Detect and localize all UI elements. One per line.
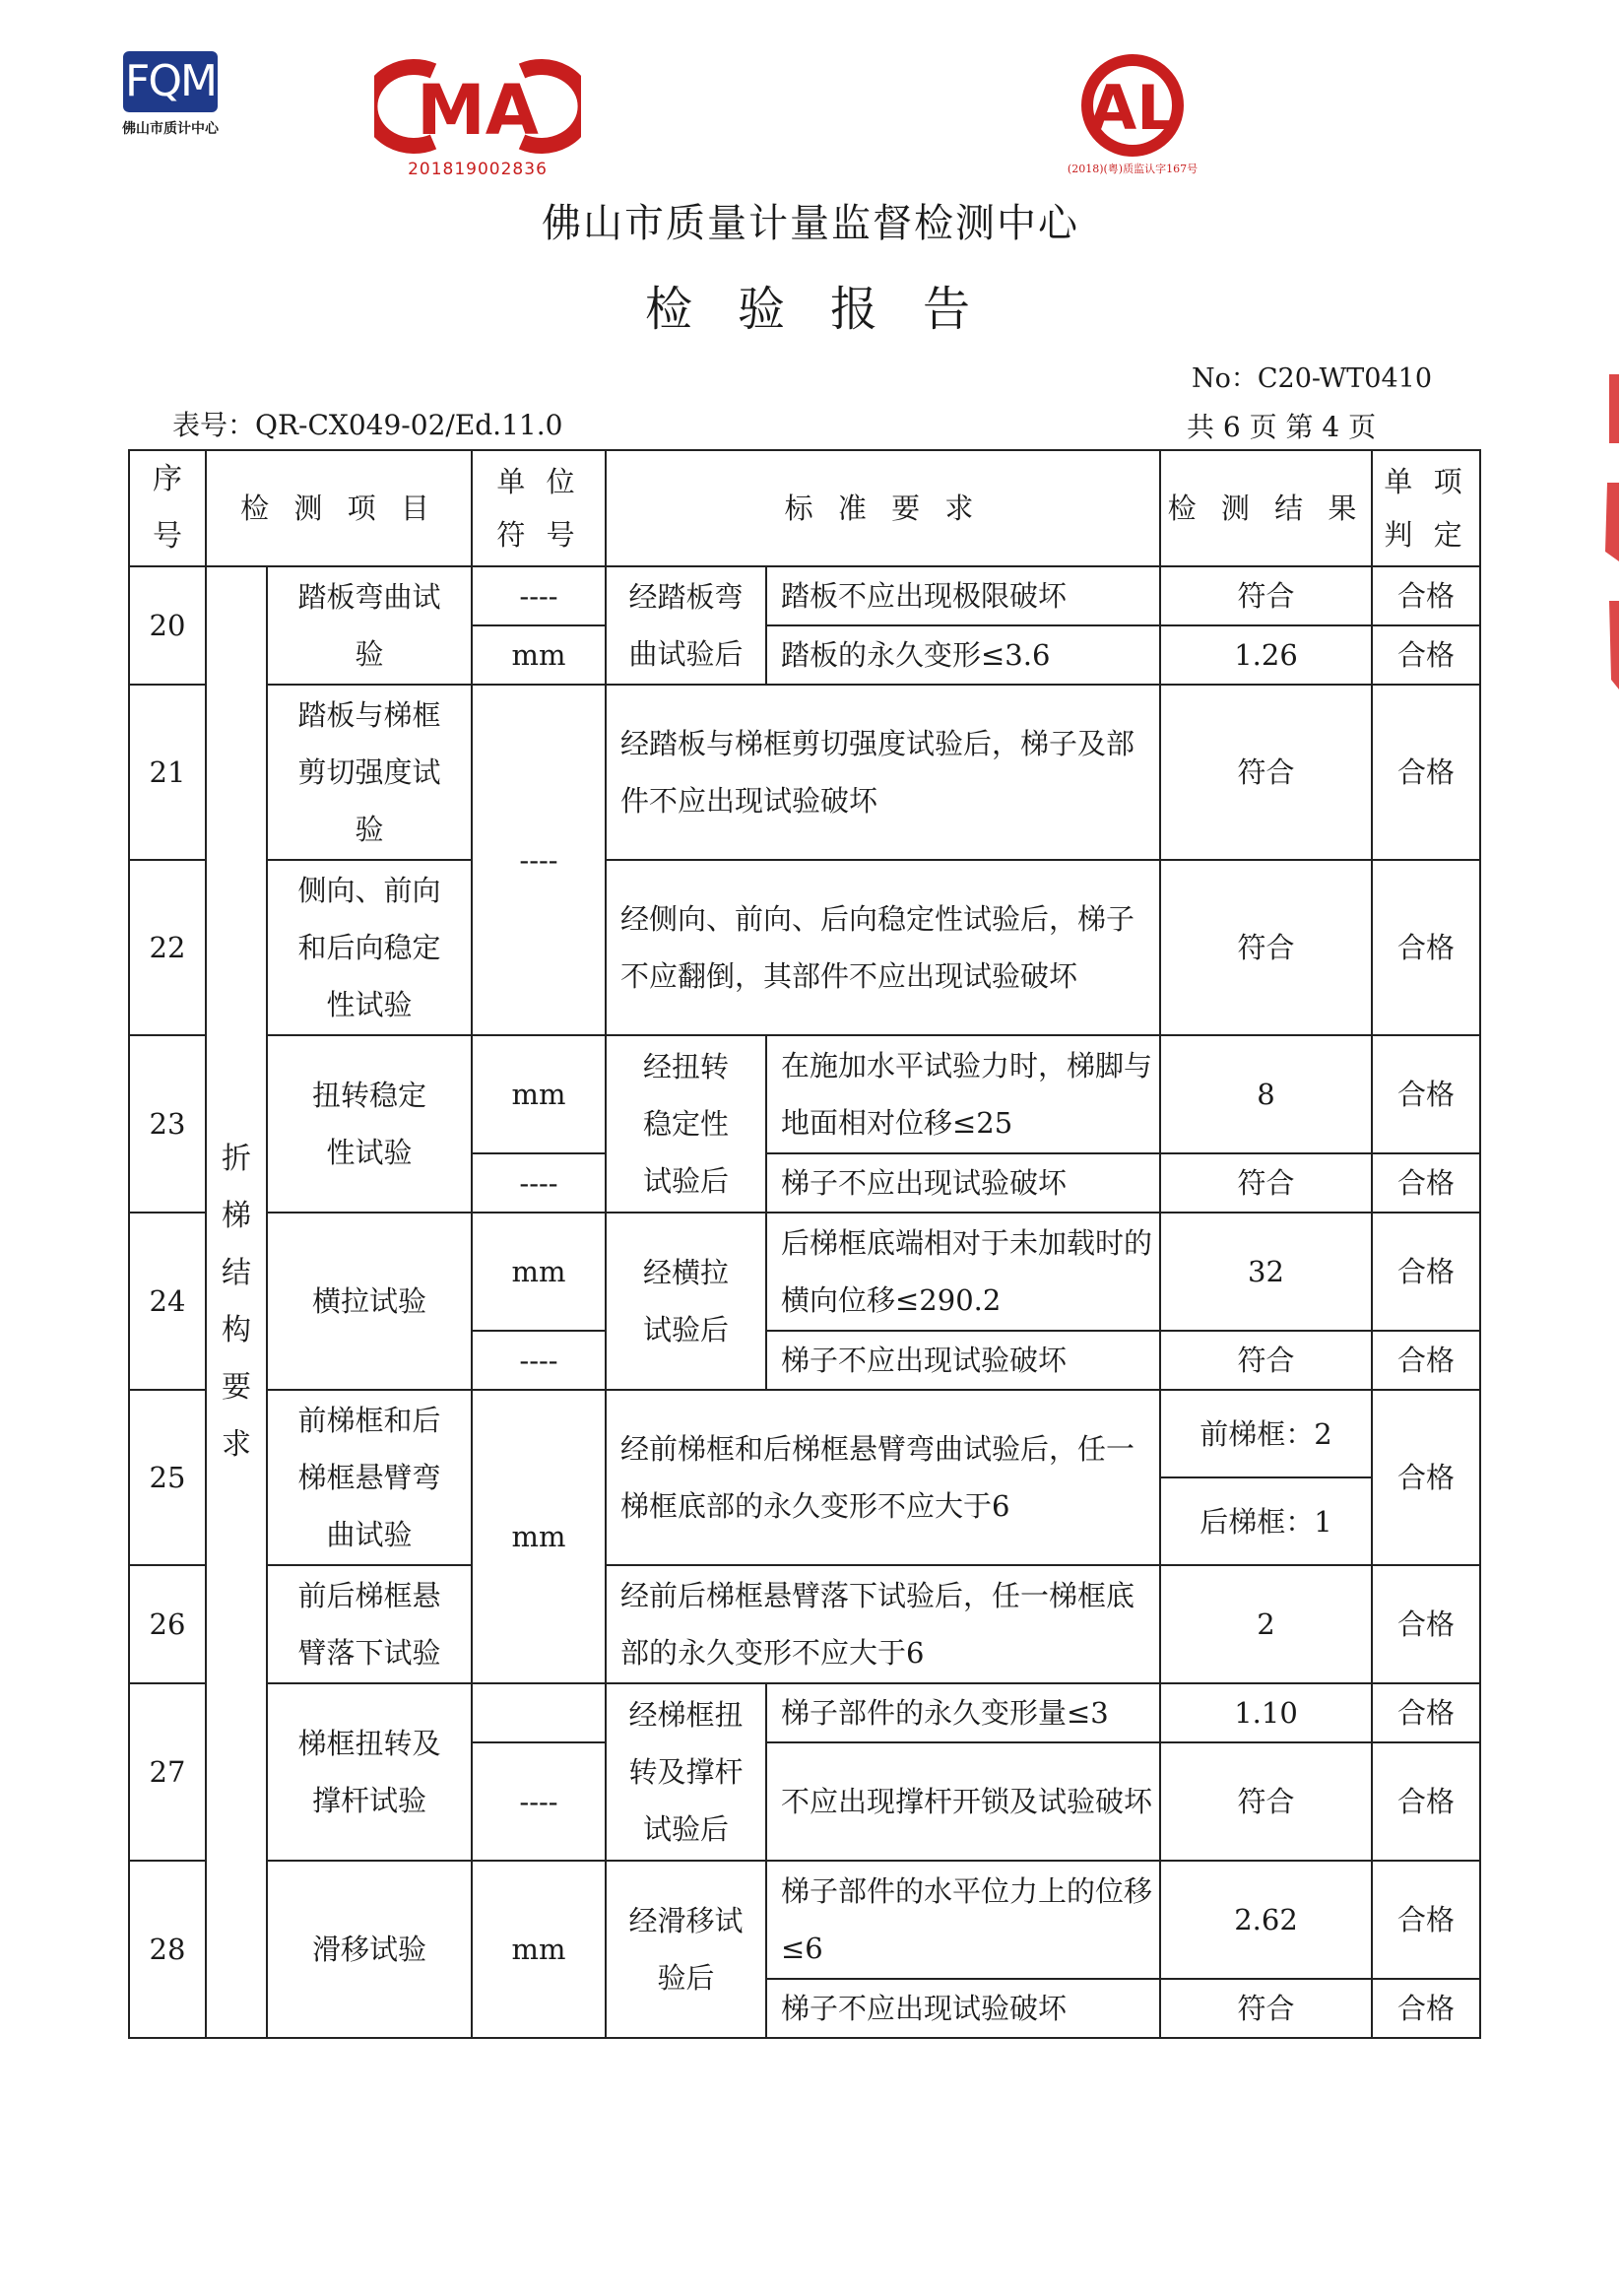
row-verdict: 合格 <box>1372 860 1480 1035</box>
row-item: 扭转稳定性试验 <box>267 1035 472 1213</box>
row-result: 1.26 <box>1160 625 1372 685</box>
row-result: 1.10 <box>1160 1683 1372 1742</box>
row-seq: 21 <box>129 685 206 860</box>
row-verdict: 合格 <box>1372 1742 1480 1861</box>
row-result: 2.62 <box>1160 1861 1372 1979</box>
row-result: 8 <box>1160 1035 1372 1153</box>
row-requirement: 在施加水平试验力时，梯脚与地面相对位移≤25 <box>766 1035 1160 1153</box>
row-unit: mm <box>472 625 606 685</box>
table-row <box>129 1213 1480 1331</box>
header-unit: 单 位 符 号 <box>472 450 606 566</box>
row-condition: 经踏板弯曲试验后 <box>606 566 766 685</box>
row-verdict: 合格 <box>1372 1565 1480 1683</box>
table-row <box>129 1035 1480 1153</box>
category-cell <box>206 566 267 2038</box>
cma-number: 201819002836 <box>408 160 548 179</box>
header-item: 检 测 项 目 <box>206 450 472 566</box>
row-item: 侧向、前向和后向稳定性试验 <box>267 860 472 1035</box>
page-count: 共 6 页 第 4 页 <box>1187 411 1377 443</box>
row-item: 踏板弯曲试验 <box>267 566 472 685</box>
row-seq: 24 <box>129 1213 206 1390</box>
row-result: 32 <box>1160 1213 1372 1331</box>
organization-name: 佛山市质量计量监督检测中心 <box>542 201 1079 246</box>
row-verdict: 合格 <box>1372 1035 1480 1153</box>
row-unit: ---- <box>472 1742 606 1861</box>
header-seq: 序号 <box>129 450 206 566</box>
inspection-table <box>128 449 1481 2039</box>
table-row <box>129 1861 1480 1979</box>
row-result: 后梯框：1 <box>1160 1477 1372 1565</box>
row-unit: mm <box>472 1035 606 1153</box>
form-number: 表号：QR-CX049-02/Ed.11.0 <box>172 409 563 441</box>
row-seq: 23 <box>129 1035 206 1213</box>
report-number: No：C20-WT0410 <box>1192 363 1433 394</box>
row-result: 符合 <box>1160 1742 1372 1861</box>
cma-logo <box>374 57 581 185</box>
row-requirement: 梯子不应出现试验破坏 <box>766 1153 1160 1213</box>
row-item: 横拉试验 <box>267 1213 472 1390</box>
row-result: 前梯框：2 <box>1160 1390 1372 1477</box>
row-verdict: 合格 <box>1372 685 1480 860</box>
row-item: 滑移试验 <box>267 1861 472 2038</box>
row-seq: 25 <box>129 1390 206 1565</box>
row-verdict: 合格 <box>1372 566 1480 625</box>
header-standard: 标 准 要 求 <box>606 450 1160 566</box>
row-unit: ---- <box>472 566 606 625</box>
row-requirement: 踏板不应出现极限破坏 <box>766 566 1160 625</box>
row-seq: 26 <box>129 1565 206 1683</box>
table-row <box>129 1565 1480 1683</box>
row-result: 2 <box>1160 1565 1372 1683</box>
row-requirement: 梯子不应出现试验破坏 <box>766 1331 1160 1390</box>
row-requirement: 踏板的永久变形≤3.6 <box>766 625 1160 685</box>
header-verdict: 单 项 判 定 <box>1372 450 1480 566</box>
row-verdict: 合格 <box>1372 1153 1480 1213</box>
seal-stamp-icon <box>1576 355 1621 709</box>
row-condition: 经横拉试验后 <box>606 1213 766 1390</box>
row-result: 符合 <box>1160 685 1372 860</box>
row-condition: 经梯框扭转及撑杆试验后 <box>606 1683 766 1861</box>
row-unit: ---- <box>472 1331 606 1390</box>
row-unit: mm <box>472 1390 606 1683</box>
row-verdict: 合格 <box>1372 1683 1480 1742</box>
row-unit: ---- <box>472 685 606 1035</box>
row-unit: mm <box>472 1861 606 2038</box>
cal-logo <box>1059 54 1206 182</box>
row-unit <box>472 1683 606 1742</box>
table-row <box>129 860 1480 1035</box>
row-requirement: 梯子部件的水平位力上的位移≤6 <box>766 1861 1160 1979</box>
row-verdict: 合格 <box>1372 625 1480 685</box>
row-requirement: 后梯框底端相对于未加载时的横向位移≤290.2 <box>766 1213 1160 1331</box>
report-title: 检验报告 <box>644 282 1015 337</box>
row-item: 梯框扭转及撑杆试验 <box>267 1683 472 1861</box>
fqm-logo <box>116 51 225 140</box>
row-seq: 20 <box>129 566 206 685</box>
table-row <box>129 685 1480 860</box>
table-row <box>129 1683 1480 1742</box>
category-label: 折梯结构要求 <box>222 1142 251 1462</box>
row-unit: ---- <box>472 1153 606 1213</box>
row-item: 踏板与梯框剪切强度试验 <box>267 685 472 860</box>
row-result: 符合 <box>1160 1153 1372 1213</box>
svg-text:AL: AL <box>1089 72 1176 144</box>
row-verdict: 合格 <box>1372 1979 1480 2038</box>
table-header-row <box>129 450 1480 566</box>
row-result: 符合 <box>1160 860 1372 1035</box>
row-requirement: 梯子不应出现试验破坏 <box>766 1979 1160 2038</box>
row-requirement: 经前后梯框悬臂落下试验后，任一梯框底部的永久变形不应大于6 <box>606 1565 1160 1683</box>
fqm-logo-caption: 佛山市质计中心 <box>122 121 219 137</box>
row-requirement: 经前梯框和后梯框悬臂弯曲试验后，任一梯框底部的永久变形不应大于6 <box>606 1390 1160 1565</box>
row-requirement: 梯子部件的永久变形量≤3 <box>766 1683 1160 1742</box>
row-result: 符合 <box>1160 1331 1372 1390</box>
header-result: 检 测 结 果 <box>1160 450 1372 566</box>
row-verdict: 合格 <box>1372 1331 1480 1390</box>
table-row <box>129 566 1480 625</box>
svg-text:MA: MA <box>417 70 539 151</box>
row-verdict: 合格 <box>1372 1213 1480 1331</box>
row-requirement: 经踏板与梯框剪切强度试验后，梯子及部件不应出现试验破坏 <box>606 685 1160 860</box>
row-result: 符合 <box>1160 566 1372 625</box>
table-row <box>129 1390 1480 1477</box>
row-unit: mm <box>472 1213 606 1331</box>
row-seq: 22 <box>129 860 206 1035</box>
fqm-logo-mark: FQM <box>123 51 218 112</box>
cal-number: (2018)(粤)质监认字167号 <box>1067 163 1199 175</box>
row-condition: 经扭转稳定性试验后 <box>606 1035 766 1213</box>
row-requirement: 经侧向、前向、后向稳定性试验后，梯子不应翻倒，其部件不应出现试验破坏 <box>606 860 1160 1035</box>
row-verdict: 合格 <box>1372 1861 1480 1979</box>
row-item: 前梯框和后梯框悬臂弯曲试验 <box>267 1390 472 1565</box>
row-condition: 经滑移试验后 <box>606 1861 766 2038</box>
row-verdict: 合格 <box>1372 1390 1480 1565</box>
row-result: 符合 <box>1160 1979 1372 2038</box>
row-requirement: 不应出现撑杆开锁及试验破坏 <box>766 1742 1160 1861</box>
cal-mark-icon <box>1059 54 1206 158</box>
cma-mark-icon <box>374 57 581 156</box>
row-seq: 28 <box>129 1861 206 2038</box>
row-seq: 27 <box>129 1683 206 1861</box>
row-item: 前后梯框悬臂落下试验 <box>267 1565 472 1683</box>
